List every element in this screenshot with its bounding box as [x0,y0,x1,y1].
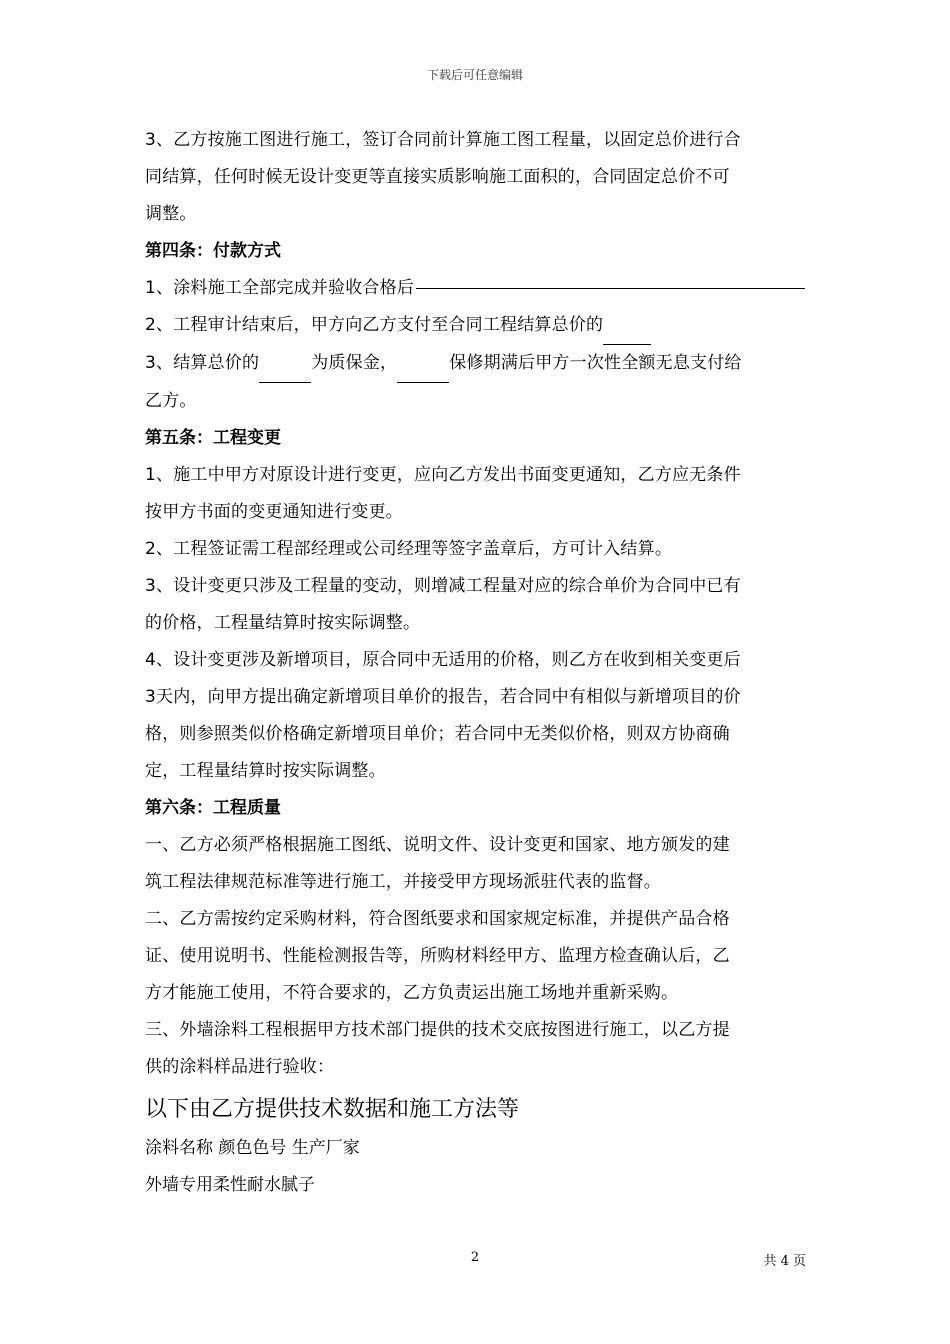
text-line: 4、设计变更涉及新增项目，原合同中无适用的价格，则乙方在收到相关变更后 [145,650,741,670]
text-line: 格，则参照类似价格确定新增项目单价；若合同中无类似价格，则双方协商确 [145,724,730,744]
text-line: 3、设计变更只涉及工程量的变动，则增减工程量对应的综合单价为合同中已有 [145,576,741,596]
blank-underline [603,307,651,345]
text-line: 的价格，工程量结算时按实际调整。 [145,613,421,633]
text-line: 按甲方书面的变更通知进行变更。 [145,502,403,522]
blank-underline [397,345,449,383]
payment-item-1 [145,270,805,307]
text-line: 同结算，任何时候无设计变更等直接实质影响施工面积的，合同固定总价不可 [145,167,730,187]
text-line: 3、乙方按施工图进行施工，签订合同前计算施工图工程量，以固定总价进行合 [145,130,741,150]
section-heading-5: 第五条：工程变更 [145,428,281,448]
change-item-4 [145,642,805,790]
document-body [145,122,805,1204]
text-line: 调整。 [145,204,197,224]
technical-data-heading: 以下由乙方提供技术数据和施工方法等 [145,1097,520,1122]
text-line: 乙方。 [145,391,197,411]
page-header: 下载后可任意编辑 [426,68,523,82]
quality-item-3 [145,1012,805,1086]
quality-item-1 [145,827,805,901]
text-segment: 3、结算总价的 [145,353,260,373]
text-line: 1、施工中甲方对原设计进行变更，应向乙方发出书面变更通知，乙方应无条件 [145,465,741,485]
text-line: 证、使用说明书、性能检测报告等，所购材料经甲方、监理方检查确认后，乙 [145,946,730,966]
section-heading-4: 第四条：付款方式 [145,241,281,261]
text-line: 3天内，向甲方提出确定新增项目单价的报告，若合同中有相似与新增项目的价 [145,687,741,707]
text-line: 方才能施工使用，不符合要求的，乙方负责运出施工场地并重新采购。 [145,983,679,1003]
material-table-header: 涂料名称 颜色色号 生产厂家 [145,1138,360,1158]
payment-item-2 [145,307,805,345]
text-line: 2、工程审计结束后，甲方向乙方支付至合同工程结算总价的 [145,315,604,335]
text-line: 供的涂料样品进行验收： [145,1057,335,1077]
text-line: 一、乙方必须严格根据施工图纸、说明文件、设计变更和国家、地方颁发的建 [145,835,730,855]
blank-underline [259,345,311,383]
text-line [145,345,805,383]
text-segment: 为质保金， [311,353,398,373]
page-total: 共 4 页 [763,1254,806,1269]
payment-item-3 [145,345,805,420]
blank-underline [416,288,805,289]
text-segment: 保修期满后甲方一次性全额无息支付给 [449,353,742,373]
change-item-3 [145,568,805,642]
change-item-1 [145,457,805,531]
text-line: 二、乙方需按约定采购材料，符合图纸要求和国家规定标准，并提供产品合格 [145,909,730,929]
text-line: 三、外墙涂料工程根据甲方技术部门提供的技术交底按图进行施工，以乙方提 [145,1020,730,1040]
clause-3-paragraph [145,122,805,233]
text-line: 筑工程法律规范标准等进行施工，并接受甲方现场派驻代表的监督。 [145,872,661,892]
text-line: 1、涂料施工全部完成并验收合格后 [145,278,415,298]
text-line: 定，工程量结算时按实际调整。 [145,761,386,781]
section-heading-6: 第六条：工程质量 [145,798,281,818]
change-item-2: 2、工程签证需工程部经理或公司经理等签字盖章后，方可计入结算。 [145,539,673,559]
quality-item-2 [145,901,805,1012]
page-number: 2 [470,1250,480,1265]
material-table-row: 外墙专用柔性耐水腻子 [145,1175,315,1195]
